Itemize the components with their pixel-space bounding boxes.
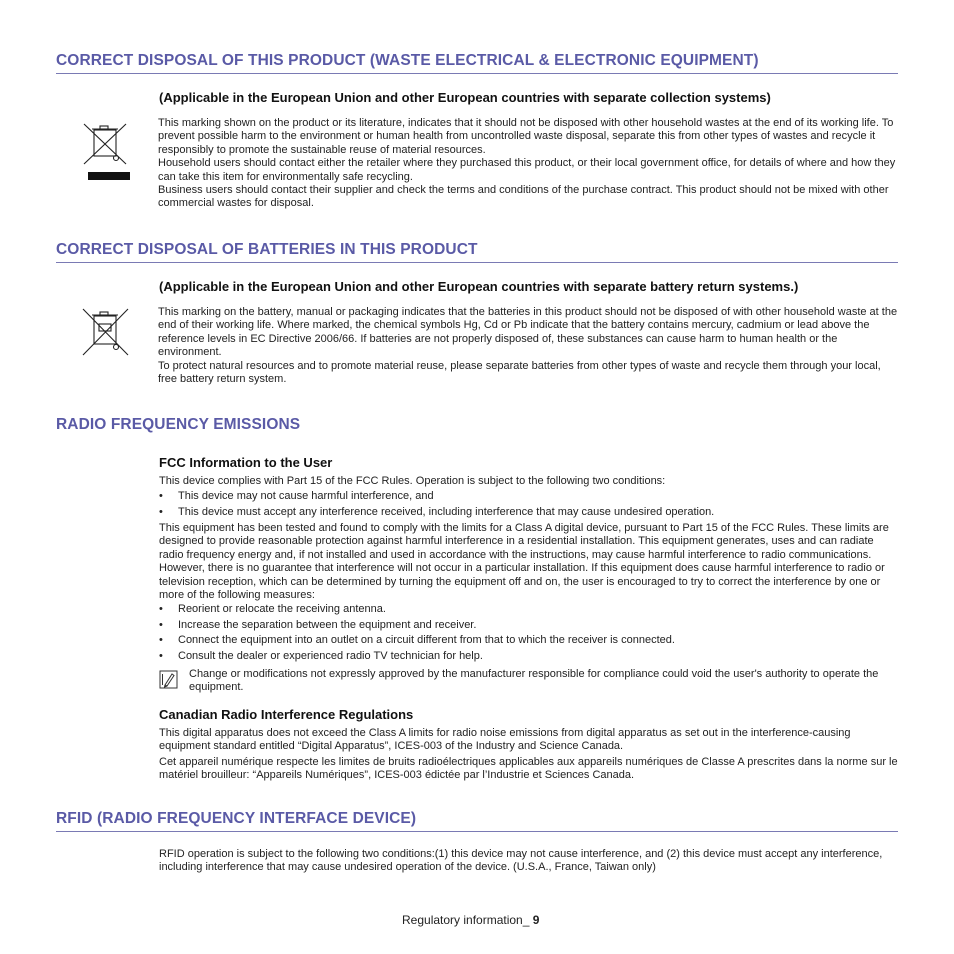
batteries-paragraph: To protect natural resources and to promote material reuse, please separate batteries from other types of waste and recycle them through your local, free battery return system.: [158, 359, 881, 386]
section-title-batteries: CORRECT DISPOSAL OF BATTERIES IN THIS PRODUCT: [56, 241, 898, 263]
crossed-out-wheelie-bin-icon: [80, 120, 132, 187]
note-text: Change or modifications not expressly approved by the manufacturer responsible for compliance could void the user's authority to operate the equipment.: [189, 668, 879, 694]
bullet: •: [159, 619, 163, 631]
bullet: •: [159, 603, 163, 615]
fcc-measure-text: Consult the dealer or experienced radio TV technician for help.: [178, 650, 483, 662]
fcc-intro: This device complies with Part 15 of the FCC Rules. Operation is subject to the following two conditions:: [159, 475, 666, 487]
canada-text-fr: Cet appareil numérique respecte les limites de bruits radioélectriques applicables aux appareils numériques de Classe A prescrites dans la norme sur le matériel brouilleur: “Appareils Numériques”, ICES-003 édictée par l’Industrie et Sciences Canada.: [159, 756, 898, 782]
crossed-out-battery-bin-icon: [80, 306, 132, 363]
canada-title: Canadian Radio Interference Regulations: [159, 707, 414, 722]
weee-paragraph: Business users should contact their supplier and check the terms and conditions of the purchase contract. This product should not be mixed with other commercial wastes for disposal.: [158, 184, 889, 210]
fcc-body: This equipment has been tested and found to comply with the limits for a Class A digital device, pursuant to Part 15 of the FCC Rules. These limits are designed to provide reasonable protection against harmful interference in a residential installation. This equipment generates, uses and can radiate radio frequency energy and, if not installed and used in accordance with the instructions, may cause harmful interference to radio communications. However, there is no guarantee that interference will not occur in a particular installation. If this equipment does cause harmful interference to radio or television reception, which can be determined by turning the equipment off and on, the user is encouraged to try to correct the interference by one or more of the following measures:: [159, 522, 889, 602]
section-title-rfid: RFID (RADIO FREQUENCY INTERFACE DEVICE): [56, 810, 898, 832]
section-title-weee: CORRECT DISPOSAL OF THIS PRODUCT (WASTE ELECTRICAL & ELECTRONIC EQUIPMENT): [56, 52, 898, 74]
fcc-condition-text: This device must accept any interference received, including interference that may cause undesired operation.: [178, 506, 715, 518]
fcc-measure-text: Reorient or relocate the receiving antenna.: [178, 603, 386, 615]
weee-subtitle: (Applicable in the European Union and other European countries with separate collection systems): [159, 90, 771, 105]
batteries-text: [158, 306, 898, 386]
batteries-subtitle: (Applicable in the European Union and other European countries with separate battery return systems.): [159, 279, 799, 294]
page-footer: [402, 913, 539, 927]
fcc-measure-text: Connect the equipment into an outlet on a circuit different from that to which the receiver is connected.: [178, 634, 675, 646]
bullet: •: [159, 506, 163, 518]
weee-paragraph: This marking shown on the product or its literature, indicates that it should not be disposed with other household wastes at the end of its working life. To prevent possible harm to the environment or human health from uncontrolled waste disposal, separate this from other types of wastes and recycle it responsibly to promote the sustainable reuse of material resources.: [158, 117, 894, 156]
section-title-radio: RADIO FREQUENCY EMISSIONS: [56, 416, 301, 433]
weee-text: [158, 117, 898, 211]
page-number: 9: [532, 913, 540, 927]
fcc-measure-text: Increase the separation between the equipment and receiver.: [178, 619, 477, 631]
batteries-paragraph: This marking on the battery, manual or packaging indicates that the batteries in this product should not be disposed of with other household waste at the end of their working life. Where marked, the chemical symbols Hg, Cd or Pb indicate that the battery contains mercury, cadmium or lead above the reference levels in EC Directive 2006/66. If batteries are not properly disposed of, these substances can cause harm to human health or the environment.: [158, 306, 898, 359]
note-pencil-icon: [159, 670, 178, 694]
footer-label: Regulatory information_: [402, 913, 530, 927]
fcc-condition-text: This device may not cause harmful interference, and: [178, 490, 434, 502]
weee-paragraph: Household users should contact either the retailer where they purchased this product, or their local government office, for details of where and how they can take this item for environmentally safe recycling.: [158, 157, 896, 183]
bullet: •: [159, 634, 163, 646]
bullet: •: [159, 490, 163, 502]
canada-text-en: This digital apparatus does not exceed the Class A limits for radio noise emissions from digital apparatus as set out in the interference-causing equipment standard entitled “Digital Apparatus”, ICES-003 of the Industry and Science Canada.: [159, 727, 851, 753]
bullet: •: [159, 650, 163, 662]
rfid-text: RFID operation is subject to the following two conditions:(1) this device may not cause interference, and (2) this device must accept any interference, including interference that may cause undesired operation of the device. (U.S.A., France, Taiwan only): [159, 848, 883, 874]
fcc-title: FCC Information to the User: [159, 455, 333, 470]
